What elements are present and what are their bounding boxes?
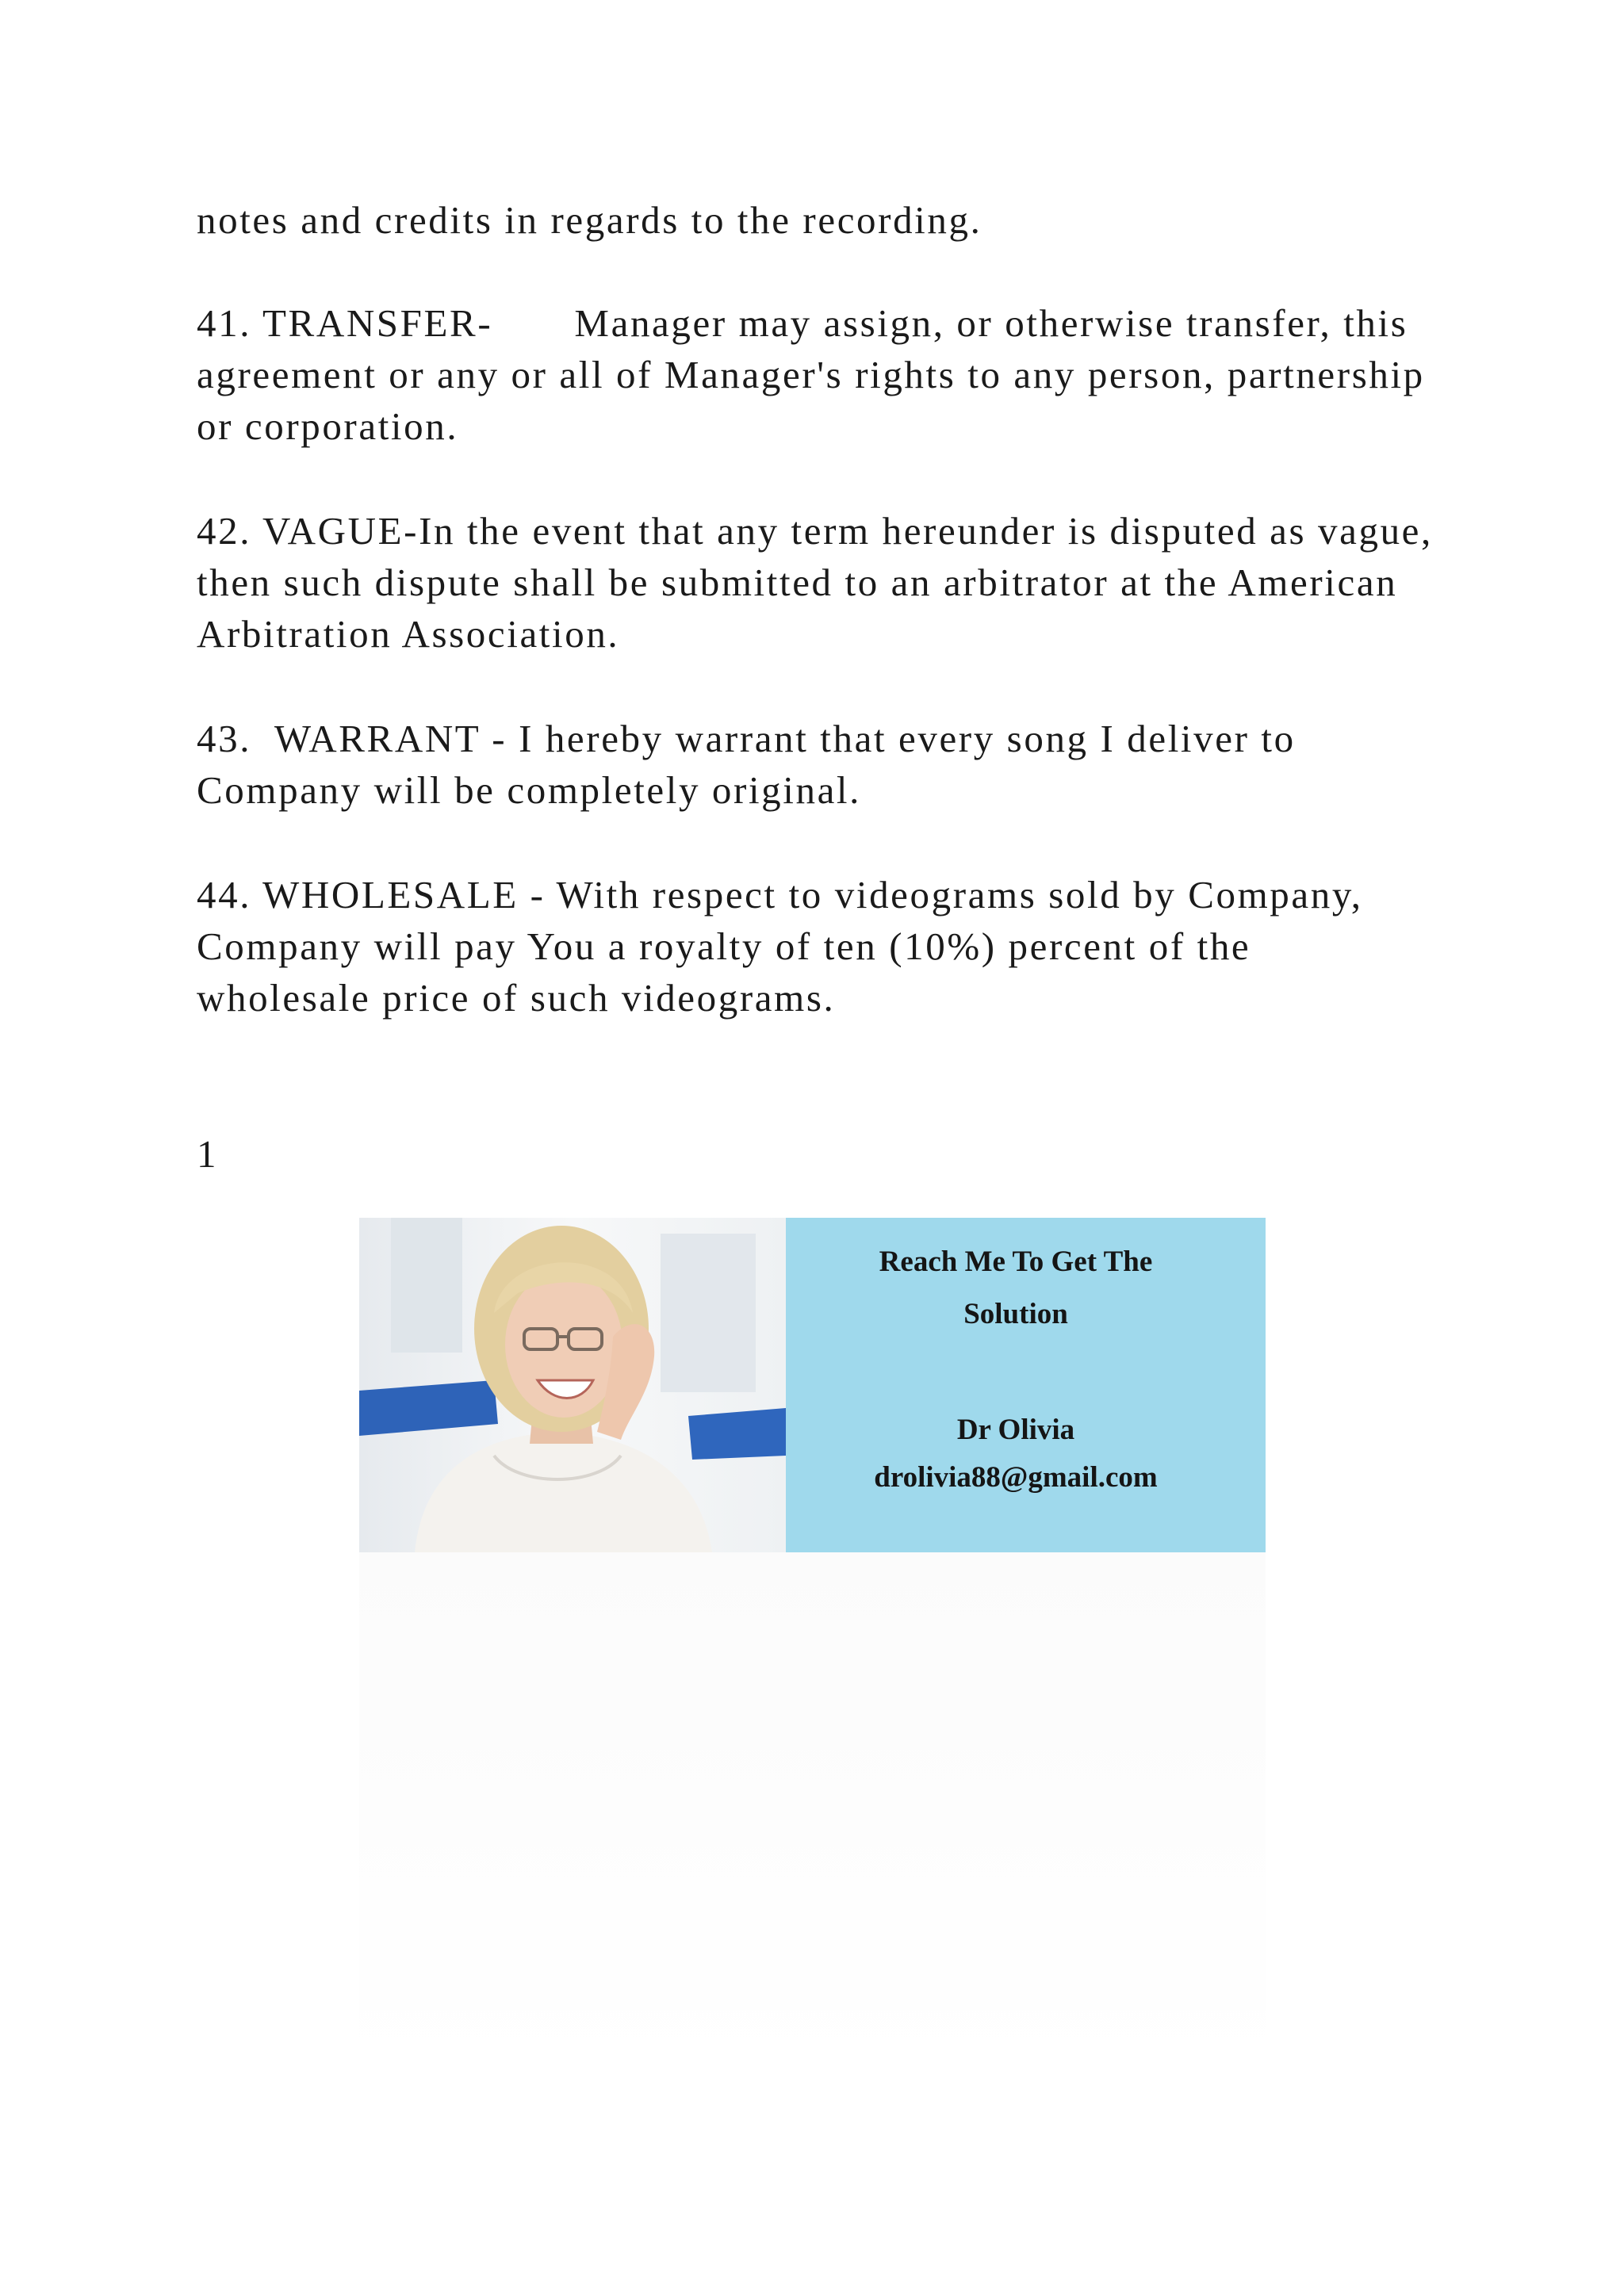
contact-name: Dr Olivia <box>956 1414 1075 1446</box>
banner-headline: Reach Me To Get The <box>879 1246 1153 1278</box>
paragraph-41-transfer: 41. TRANSFER- Manager may assign, or otherwise transfer, this agreement or any or all of Manager's rights to any person, partnership or corporation. <box>197 301 1437 448</box>
blank-image-area <box>359 1552 1266 2296</box>
paragraph-notes-credits: notes and credits in regards to the recording. <box>197 198 982 242</box>
paragraph-42-vague: 42. VAGUE-In the event that any term hereunder is disputed as vague, then such dispute shall be submitted to an arbitrator at the American Arbitration Association. <box>197 509 1445 656</box>
contact-banner[interactable] <box>359 1218 1266 1552</box>
paragraph-44-wholesale: 44. WHOLESALE - With respect to videograms sold by Company, Company will pay You a royalty of ten (10%) percent of the wholesale price of such videograms. <box>197 873 1375 1020</box>
banner-headline-continued: Solution <box>963 1298 1068 1330</box>
page-number: 1 <box>197 1132 216 1176</box>
woman-portrait-photo <box>359 1218 786 1552</box>
contact-email[interactable]: drolivia88@gmail.com <box>874 1461 1158 1494</box>
paragraph-43-warrant: 43. WARRANT - I hereby warrant that every song I deliver to Company will be completely original. <box>197 717 1308 812</box>
contact-card <box>786 1218 1266 1552</box>
